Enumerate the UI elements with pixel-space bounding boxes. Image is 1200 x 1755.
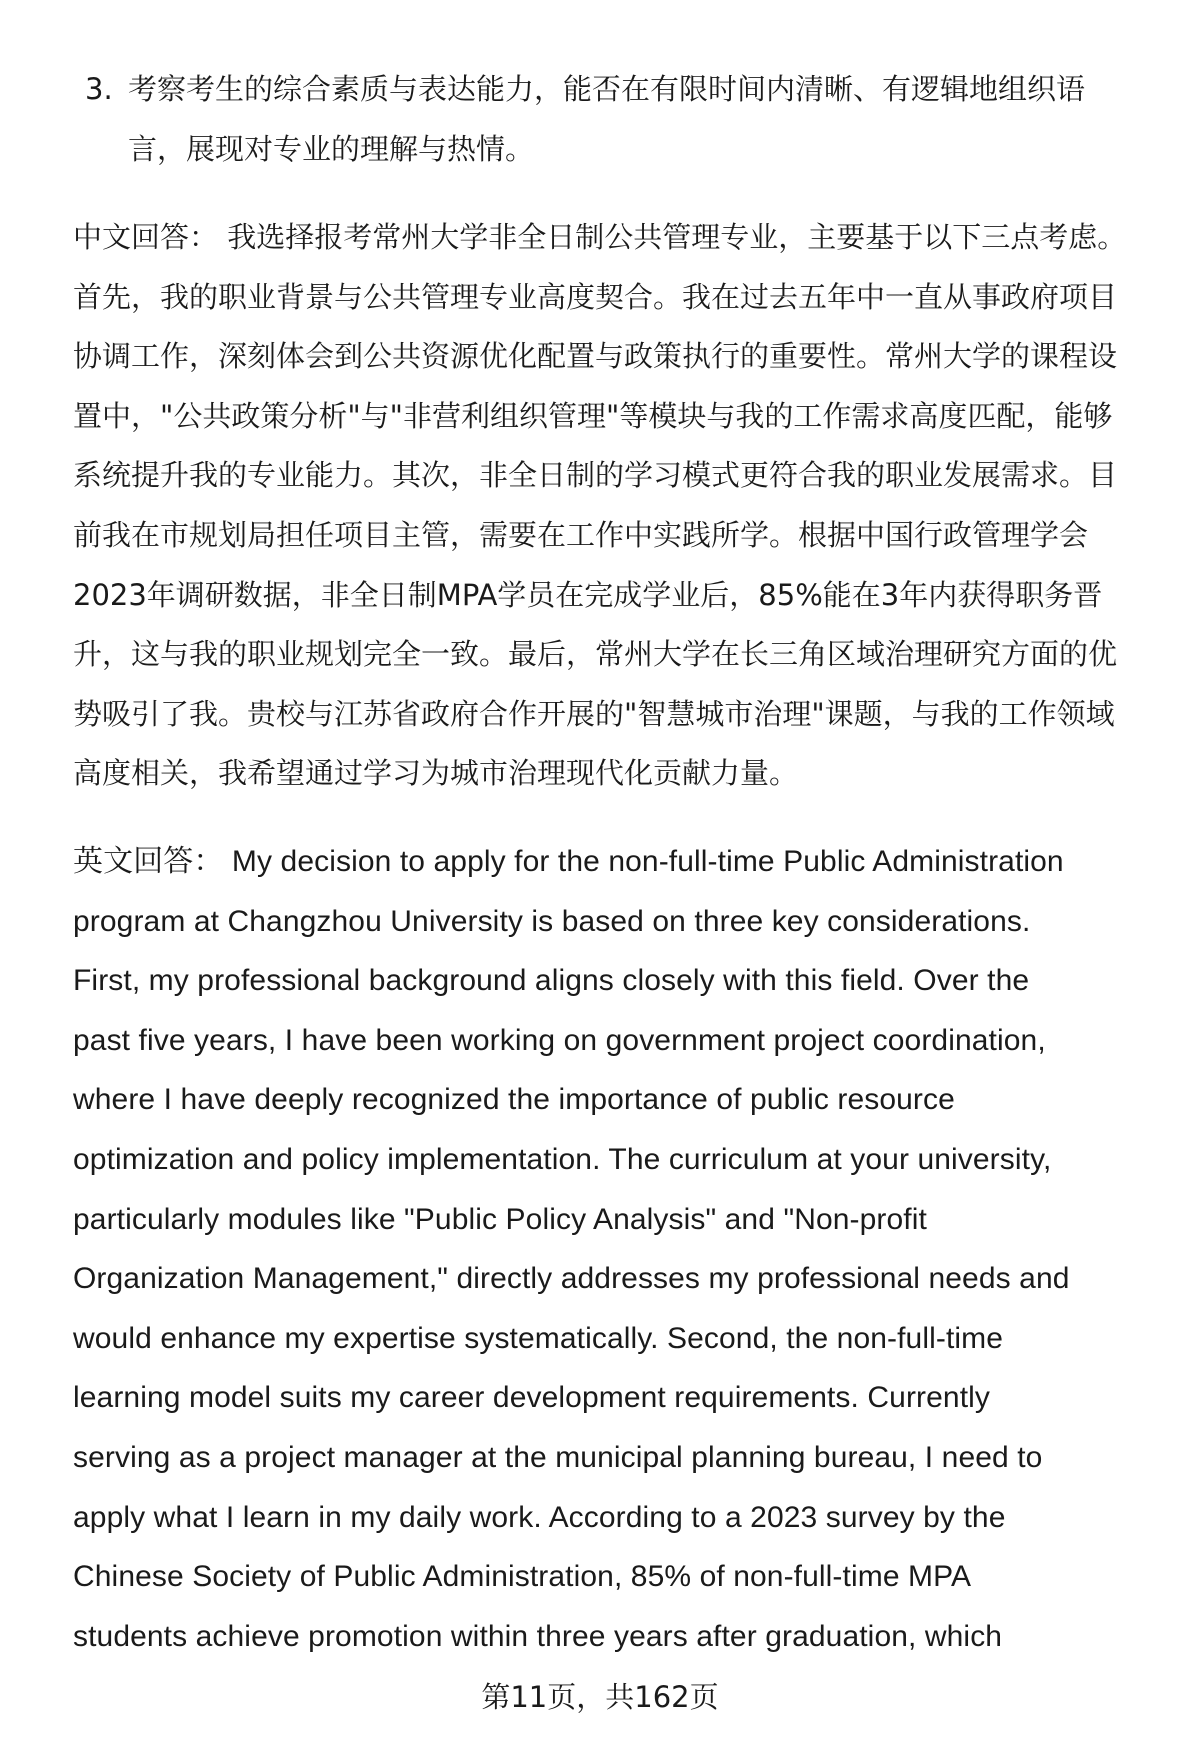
english-answer-line: First, my professional background aligns closely with this field. Over the: [73, 964, 1030, 998]
page-number: 第11页，共162页: [481, 1680, 719, 1714]
chinese-answer-line: 置中，"公共政策分析"与"非营利组织管理"等模块与我的工作需求高度匹配，能够: [73, 398, 1113, 433]
chinese-answer-line: 势吸引了我。贵校与江苏省政府合作开展的"智慧城市治理"课题，与我的工作领域: [73, 696, 1115, 731]
english-answer-line: program at Changzhou University is based on three key considerations.: [73, 904, 1031, 938]
english-answer-line: would enhance my expertise systematically. Second, the non-full-time: [73, 1321, 1004, 1355]
english-answer-line: learning model suits my career development requirements. Currently: [73, 1381, 990, 1415]
english-answer-line: where I have deeply recognized the importance of public resource: [73, 1083, 955, 1117]
english-answer-line: particularly modules like "Public Policy Analysis" and "Non-profit: [73, 1202, 927, 1236]
english-answer-line: students achieve promotion within three years after graduation, which: [73, 1619, 1003, 1653]
list-item-line: 考察考生的综合素质与表达能力，能否在有限时间内清晰、有逻辑地组织语: [128, 72, 1086, 106]
chinese-answer-line: 2023年调研数据，非全日制MPA学员在完成学业后，85%能在3年内获得职务晋: [73, 577, 1103, 612]
chinese-answer-line: 系统提升我的专业能力。其次，非全日制的学习模式更符合我的职业发展需求。目: [73, 458, 1118, 493]
list-item-number: 3.: [85, 72, 113, 106]
chinese-answer-line: 升，这与我的职业规划完全一致。最后，常州大学在长三角区域治理研究方面的优: [73, 637, 1118, 672]
chinese-answer-line: 高度相关，我希望通过学习为城市治理现代化贡献力量。: [73, 756, 799, 791]
english-answer-line: serving as a project manager at the municipal planning bureau, I need to: [73, 1441, 1043, 1474]
list-item-line: 言，展现对专业的理解与热情。: [128, 131, 535, 166]
english-answer-line: Organization Management," directly addresses my professional needs and: [73, 1262, 1070, 1296]
english-answer-line: Chinese Society of Public Administration, 85% of non-full-time MPA: [73, 1560, 972, 1594]
english-answer-line: past five years, I have been working on government project coordination,: [73, 1023, 1046, 1057]
english-answer-line: 英文回答： My decision to apply for the non-full-time Public Administration: [73, 845, 1064, 878]
chinese-answer-line: 前我在市规划局担任项目主管，需要在工作中实践所学。根据中国行政管理学会: [73, 518, 1089, 552]
chinese-answer-line: 中文回答： 我选择报考常州大学非全日制公共管理专业，主要基于以下三点考虑。: [73, 220, 1127, 254]
chinese-answer-line: 协调工作，深刻体会到公共资源优化配置与政策执行的重要性。常州大学的课程设: [73, 339, 1118, 374]
english-answer-line: optimization and policy implementation. The curriculum at your university,: [73, 1143, 1052, 1176]
chinese-answer-line: 首先，我的职业背景与公共管理专业高度契合。我在过去五年中一直从事政府项目: [73, 279, 1118, 314]
english-answer-line: apply what I learn in my daily work. According to a 2023 survey by the: [73, 1500, 1006, 1534]
